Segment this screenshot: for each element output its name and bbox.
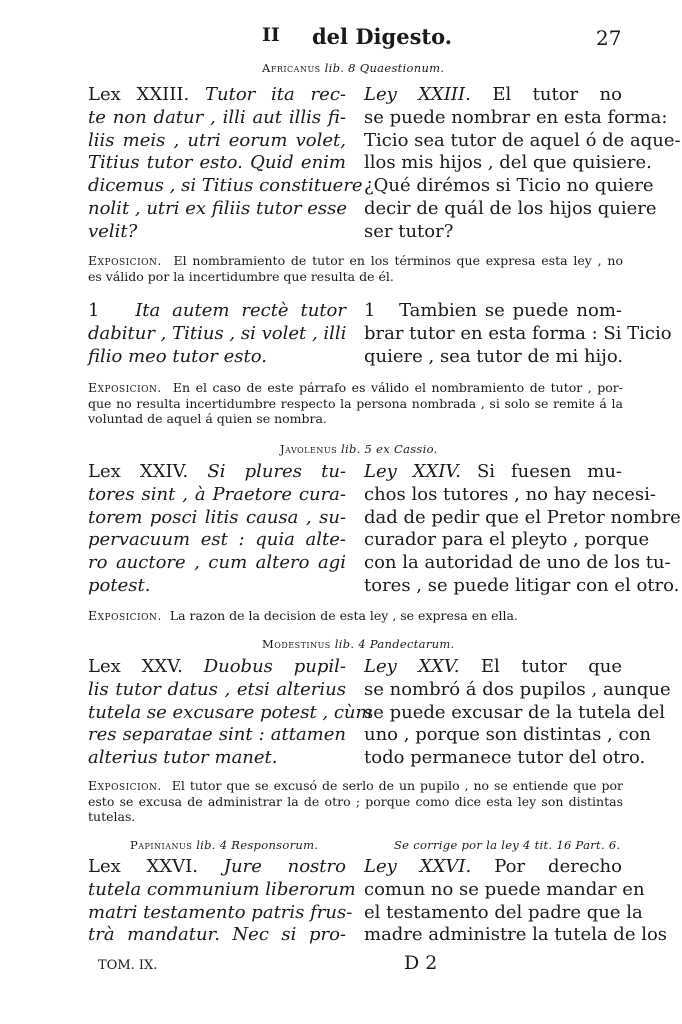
spanish-text-para-1: 1 Tambien se puede nom- brar tutor en esta forma : Si Ticio quiere , sea tutor de mi hijo.: [364, 300, 672, 367]
exposicion-note: Exposicion. La razon de la decision de esta ley , se expresa en ella.: [88, 608, 518, 623]
exposicion-note: Exposicion. En el caso de este párrafo es válido el nombramiento de tutor , por- que no resulta incertidumbre respecto la persona nombrada , si solo se remite á la voluntad de aquel á quien se nombra.: [88, 380, 623, 426]
signature-mark: D 2: [404, 952, 438, 974]
source-citation: Javolenus lib. 5 ex Cassio.: [280, 442, 438, 456]
header-mark: II: [262, 24, 280, 46]
running-title: del Digesto.: [312, 24, 453, 49]
latin-text-lex-26: Lex XXVI. Jure nostro tutela communium liberorum matri testamento patris frus- trà mandatur. Nec si pro-: [88, 856, 356, 946]
latin-text-lex-25: Lex XXV. Duobus pupil- lis tutor datus , etsi alterius tutela se excusare potest , cùm res separatae sint : attamen alterius tutor manet.: [88, 656, 373, 769]
correction-note: Se corrige por la ley 4 tit. 16 Part. 6.: [394, 838, 621, 852]
spanish-text-ley-25: Ley XXV. El tutor que se nombró á dos pupilos , aunque se puede excusar de la tutela del uno , porque son distintas , con todo permanece tutor del otro.: [364, 656, 671, 769]
latin-text-lex-24: Lex XXIV. Si plures tu- tores sint , à Praetore cura- torem posci litis causa , su- pervacuum est : quia alte- ro auctore , cum altero agi potest.: [88, 461, 346, 596]
latin-text-para-1: 1 Ita autem rectè tutor dabitur , Titius , si volet , illi filio meo tutor esto.: [88, 300, 347, 367]
exposicion-note: Exposicion. El tutor que se excusó de serlo de un pupilo , no se entiende que por esto se excusa de administrar la de otro ; porque como dice esta ley son distintas tutelas.: [88, 778, 623, 824]
spanish-text-ley-23: Ley XXIII. El tutor no se puede nombrar en esta forma: Ticio sea tutor de aquel ó de aque- llos mis hijos , del que quisiere. ¿Qué dirémos si Ticio no quiere decir de quál de los hijos quiere ser tutor?: [364, 84, 681, 242]
source-citation: Modestinus lib. 4 Pandectarum.: [262, 637, 455, 651]
spanish-text-ley-26: Ley XXVI. Por derecho comun no se puede mandar en el testamento del padre que la madre administre la tutela de los: [364, 856, 668, 946]
volume-mark: TOM. IX.: [98, 958, 158, 973]
source-citation: Africanus lib. 8 Quaestionum.: [262, 61, 445, 75]
source-citation: Papinianus lib. 4 Responsorum.: [130, 838, 319, 852]
page-number: 27: [596, 26, 622, 50]
exposicion-note: Exposicion. El nombramiento de tutor en los términos que expresa esta ley , no es válido por la incertidumbre que resulta de él.: [88, 253, 623, 284]
latin-text-lex-23: Lex XXIII. Tutor ita rec- te non datur , illi aut illis fi- liis meis , utri eorum volet, Titius tutor esto. Quid enim dicemus , si Titius constituere nolit , utri ex filiis tutor esse velit?: [88, 84, 363, 242]
spanish-text-ley-24: Ley XXIV. Si fuesen mu- chos los tutores , no hay necesi- dad de pedir que el Pretor nombre curador para el pleyto , porque con la autoridad de uno de los tu- tores , se puede litigar con el otro.: [364, 461, 681, 596]
